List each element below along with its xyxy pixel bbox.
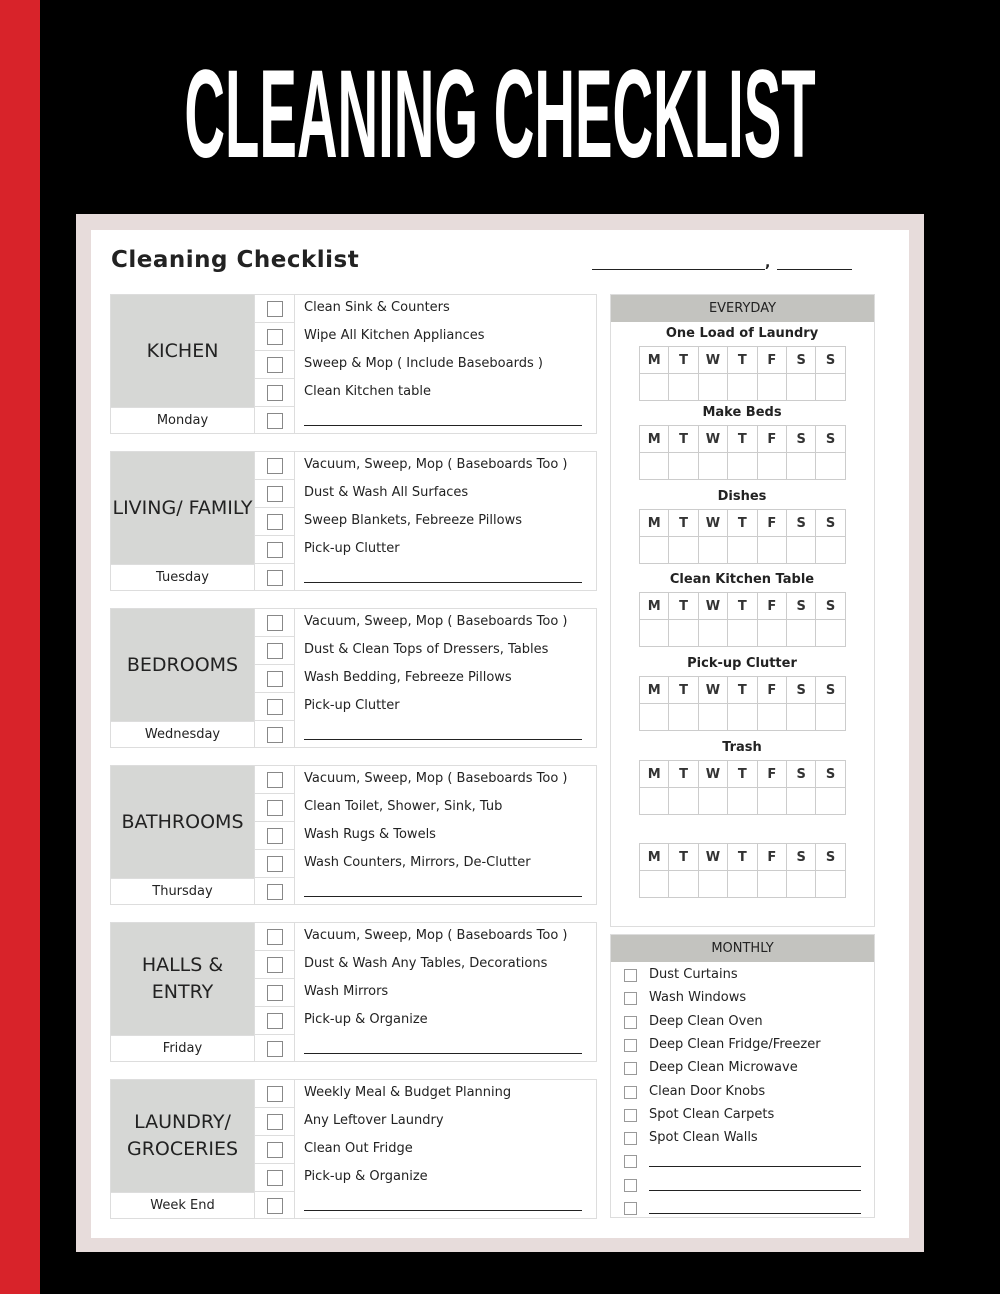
page-title: Cleaning Checklist (111, 247, 360, 273)
monthly-task: Deep Clean Microwave (649, 1060, 798, 1076)
row-divider (255, 1191, 294, 1192)
task-item: Weekly Meal & Budget Planning (304, 1085, 512, 1100)
date-line-2[interactable] (777, 269, 852, 270)
weekday-label: T (728, 510, 757, 537)
section-label: HALLS & ENTRY (111, 923, 254, 1035)
weekday-label: W (698, 347, 727, 374)
section-day: Monday (111, 407, 254, 433)
monthly-checkbox[interactable] (624, 1039, 637, 1052)
task-checkbox[interactable] (267, 671, 283, 687)
row-divider (255, 378, 294, 379)
task-checkbox[interactable] (267, 542, 283, 558)
weekday-tracker-grid (639, 843, 846, 898)
section-5 (110, 1079, 597, 1219)
weekday-label: W (698, 593, 727, 620)
weekday-checkbox[interactable] (698, 704, 727, 731)
everyday-box (610, 294, 875, 927)
section-label: KICHEN (111, 295, 254, 407)
monthly-box (610, 934, 875, 1218)
monthly-checkbox[interactable] (624, 1179, 637, 1192)
weekday-tracker-grid (639, 676, 846, 731)
monthly-checkbox[interactable] (624, 992, 637, 1005)
task-checkbox[interactable] (267, 486, 283, 502)
blank-task-line[interactable] (304, 1053, 582, 1054)
task-checkbox[interactable] (267, 957, 283, 973)
section-day: Friday (111, 1035, 254, 1061)
monthly-checkbox[interactable] (624, 1109, 637, 1122)
monthly-task: Wash Windows (649, 990, 747, 1006)
monthly-task: Spot Clean Carpets (649, 1106, 775, 1122)
row-divider (255, 406, 294, 407)
row-divider (255, 692, 294, 693)
section-label: BATHROOMS (111, 766, 254, 878)
weekday-checkbox[interactable] (640, 788, 669, 815)
task-checkbox[interactable] (267, 800, 283, 816)
weekday-checkbox[interactable] (698, 788, 727, 815)
weekday-label: T (728, 347, 757, 374)
weekday-label: T (669, 761, 698, 788)
weekday-checkbox[interactable] (757, 871, 786, 898)
row-divider (255, 322, 294, 323)
weekday-label: M (640, 510, 669, 537)
task-item: Dust & Clean Tops of Dressers, Tables (304, 642, 549, 657)
blank-task-line[interactable] (649, 1213, 861, 1214)
weekday-label: M (640, 677, 669, 704)
row-divider (255, 664, 294, 665)
weekday-tracker-grid (639, 592, 846, 647)
weekday-checkbox[interactable] (669, 537, 698, 564)
weekday-checkbox[interactable] (728, 620, 757, 647)
weekday-label: S (816, 761, 845, 788)
weekday-checkbox[interactable] (816, 374, 845, 401)
row-divider (255, 1034, 294, 1035)
everyday-header: EVERYDAY (611, 295, 874, 322)
row-divider (255, 1163, 294, 1164)
task-checkbox[interactable] (267, 1013, 283, 1029)
task-item: Vacuum, Sweep, Mop ( Baseboards Too ) (304, 457, 568, 472)
weekday-checkbox[interactable] (816, 453, 845, 480)
weekday-label: M (640, 761, 669, 788)
monthly-task: Clean Door Knobs (649, 1083, 766, 1099)
checkbox-column (254, 452, 295, 590)
row-divider (255, 479, 294, 480)
row-divider (255, 1107, 294, 1108)
weekday-checkbox[interactable] (816, 704, 845, 731)
row-divider (255, 978, 294, 979)
task-item: Wash Rugs & Towels (304, 827, 436, 842)
task-checkbox[interactable] (267, 385, 283, 401)
weekday-label: T (728, 426, 757, 453)
weekday-checkbox[interactable] (728, 871, 757, 898)
blank-task-line[interactable] (304, 896, 582, 897)
weekday-label: T (669, 844, 698, 871)
weekday-checkbox[interactable] (786, 788, 815, 815)
row-divider (255, 350, 294, 351)
weekday-label: S (816, 844, 845, 871)
monthly-checkbox[interactable] (624, 1062, 637, 1075)
task-checkbox[interactable] (267, 929, 283, 945)
task-checkbox[interactable] (267, 828, 283, 844)
section-day: Wednesday (111, 721, 254, 747)
weekday-checkbox[interactable] (669, 704, 698, 731)
section-day: Week End (111, 1192, 254, 1218)
weekday-label: S (816, 510, 845, 537)
task-checkbox[interactable] (267, 1086, 283, 1102)
checkbox-column (254, 766, 295, 904)
weekday-checkbox[interactable] (757, 788, 786, 815)
weekday-label: S (816, 593, 845, 620)
weekday-checkbox[interactable] (786, 704, 815, 731)
weekday-checkbox[interactable] (640, 704, 669, 731)
weekday-checkbox[interactable] (816, 871, 845, 898)
row-divider (255, 1006, 294, 1007)
weekday-label: M (640, 426, 669, 453)
weekday-checkbox[interactable] (728, 453, 757, 480)
weekday-checkbox[interactable] (816, 537, 845, 564)
task-item: Wash Mirrors (304, 984, 389, 999)
task-checkbox[interactable] (267, 301, 283, 317)
task-checkbox[interactable] (267, 884, 283, 900)
task-item: Pick-up & Organize (304, 1169, 428, 1184)
weekday-tracker-grid (639, 509, 846, 564)
weekday-label: T (669, 347, 698, 374)
monthly-task: Dust Curtains (649, 967, 738, 982)
task-item: Pick-up Clutter (304, 698, 400, 713)
monthly-task: Deep Clean Oven (649, 1013, 763, 1029)
weekday-checkbox[interactable] (786, 374, 815, 401)
weekday-checkbox[interactable] (816, 788, 845, 815)
weekday-checkbox[interactable] (640, 374, 669, 401)
weekday-label: W (698, 761, 727, 788)
weekday-label: M (640, 593, 669, 620)
task-item: Clean Kitchen table (304, 384, 431, 399)
weekday-checkbox[interactable] (816, 620, 845, 647)
task-checkbox[interactable] (267, 699, 283, 715)
weekday-checkbox[interactable] (728, 788, 757, 815)
monthly-checkbox[interactable] (624, 1155, 637, 1168)
row-divider (255, 507, 294, 508)
weekday-label: T (728, 677, 757, 704)
weekday-label: T (669, 510, 698, 537)
task-checkbox[interactable] (267, 727, 283, 743)
blank-task-line[interactable] (649, 1190, 861, 1191)
everyday-task-title: Dishes (717, 489, 767, 504)
task-checkbox[interactable] (267, 357, 283, 373)
weekday-checkbox[interactable] (640, 620, 669, 647)
weekday-checkbox[interactable] (786, 537, 815, 564)
task-checkbox[interactable] (267, 514, 283, 530)
checkbox-column (254, 295, 295, 433)
weekday-checkbox[interactable] (757, 374, 786, 401)
weekday-label: F (757, 844, 786, 871)
row-divider (255, 793, 294, 794)
task-item: Pick-up & Organize (304, 1012, 428, 1027)
weekday-checkbox[interactable] (728, 704, 757, 731)
weekday-tracker-grid (639, 425, 846, 480)
weekday-label: T (728, 844, 757, 871)
monthly-checkbox[interactable] (624, 1132, 637, 1145)
weekday-checkbox[interactable] (786, 871, 815, 898)
weekday-label: T (669, 593, 698, 620)
task-item: Any Leftover Laundry (304, 1113, 444, 1128)
monthly-task: Spot Clean Walls (649, 1130, 758, 1146)
task-item: Dust & Wash Any Tables, Decorations (304, 956, 548, 971)
weekday-tracker-grid (639, 760, 846, 815)
task-item: Sweep Blankets, Febreeze Pillows (304, 513, 522, 528)
task-checkbox[interactable] (267, 615, 283, 631)
section-2 (110, 608, 597, 748)
blank-task-line[interactable] (304, 1210, 582, 1211)
task-item: Vacuum, Sweep, Mop ( Baseboards Too ) (304, 614, 568, 629)
row-divider (255, 821, 294, 822)
weekday-checkbox[interactable] (698, 871, 727, 898)
everyday-task-title: Trash (722, 740, 762, 755)
weekday-label: S (786, 844, 815, 871)
task-checkbox[interactable] (267, 1170, 283, 1186)
weekday-checkbox[interactable] (698, 537, 727, 564)
task-checkbox[interactable] (267, 413, 283, 429)
checkbox-column (254, 609, 295, 747)
date-separator: , (765, 255, 771, 271)
weekday-label: S (786, 761, 815, 788)
row-divider (255, 535, 294, 536)
weekday-checkbox[interactable] (786, 620, 815, 647)
task-item: Sweep & Mop ( Include Baseboards ) (304, 356, 543, 371)
section-day: Tuesday (111, 564, 254, 590)
weekday-label: W (698, 677, 727, 704)
weekday-checkbox[interactable] (786, 453, 815, 480)
task-item: Wash Counters, Mirrors, De-Clutter (304, 855, 531, 870)
weekday-checkbox[interactable] (757, 704, 786, 731)
task-checkbox[interactable] (267, 1114, 283, 1130)
weekday-checkbox[interactable] (757, 620, 786, 647)
weekday-checkbox[interactable] (669, 788, 698, 815)
monthly-checkbox[interactable] (624, 1086, 637, 1099)
weekday-checkbox[interactable] (640, 537, 669, 564)
section-label: LIVING/ FAMILY (111, 452, 254, 564)
weekday-checkbox[interactable] (640, 871, 669, 898)
monthly-checkbox[interactable] (624, 1202, 637, 1215)
weekday-label: S (816, 347, 845, 374)
weekday-tracker-grid (639, 346, 846, 401)
row-divider (255, 720, 294, 721)
weekday-checkbox[interactable] (698, 620, 727, 647)
task-checkbox[interactable] (267, 1041, 283, 1057)
blank-task-line[interactable] (649, 1166, 861, 1167)
section-3 (110, 765, 597, 905)
task-checkbox[interactable] (267, 329, 283, 345)
weekday-label: S (786, 677, 815, 704)
row-divider (255, 636, 294, 637)
checkbox-column (254, 923, 295, 1061)
cover-title: CLEANING CHECKLIST (184, 45, 816, 184)
weekday-checkbox[interactable] (669, 374, 698, 401)
task-checkbox[interactable] (267, 772, 283, 788)
task-checkbox[interactable] (267, 856, 283, 872)
task-item: Pick-up Clutter (304, 541, 400, 556)
section-label: BEDROOMS (111, 609, 254, 721)
weekday-checkbox[interactable] (640, 453, 669, 480)
blank-task-line[interactable] (304, 425, 582, 426)
weekday-label: W (698, 426, 727, 453)
row-divider (255, 877, 294, 878)
row-divider (255, 950, 294, 951)
weekday-checkbox[interactable] (757, 537, 786, 564)
task-checkbox[interactable] (267, 1198, 283, 1214)
weekday-checkbox[interactable] (698, 453, 727, 480)
monthly-header: MONTHLY (611, 935, 874, 962)
weekday-label: F (757, 593, 786, 620)
weekday-label: W (698, 510, 727, 537)
weekday-checkbox[interactable] (669, 871, 698, 898)
everyday-task-title: One Load of Laundry (665, 326, 819, 341)
task-checkbox[interactable] (267, 570, 283, 586)
row-divider (255, 563, 294, 564)
section-0 (110, 294, 597, 434)
weekday-label: T (669, 677, 698, 704)
weekday-label: F (757, 347, 786, 374)
weekday-label: T (728, 593, 757, 620)
task-item: Wash Bedding, Febreeze Pillows (304, 670, 512, 685)
task-checkbox[interactable] (267, 1142, 283, 1158)
weekday-checkbox[interactable] (728, 537, 757, 564)
weekday-label: S (816, 426, 845, 453)
date-line-1[interactable] (592, 269, 765, 270)
checkbox-column (254, 1080, 295, 1218)
task-checkbox[interactable] (267, 458, 283, 474)
everyday-task-title: Make Beds (702, 405, 782, 420)
section-4 (110, 922, 597, 1062)
weekday-label: F (757, 677, 786, 704)
weekday-label: F (757, 426, 786, 453)
weekday-checkbox[interactable] (728, 374, 757, 401)
blank-task-line[interactable] (304, 582, 582, 583)
task-item: Vacuum, Sweep, Mop ( Baseboards Too ) (304, 928, 568, 943)
weekday-label: M (640, 347, 669, 374)
weekday-checkbox[interactable] (698, 374, 727, 401)
task-item: Clean Out Fridge (304, 1141, 413, 1156)
weekday-checkbox[interactable] (669, 620, 698, 647)
weekday-checkbox[interactable] (757, 453, 786, 480)
monthly-checkbox[interactable] (624, 1016, 637, 1029)
blank-task-line[interactable] (304, 739, 582, 740)
weekday-label: S (786, 347, 815, 374)
section-label: LAUNDRY/ GROCERIES (111, 1080, 254, 1192)
row-divider (255, 1135, 294, 1136)
task-item: Clean Sink & Counters (304, 300, 450, 315)
task-checkbox[interactable] (267, 985, 283, 1001)
row-divider (255, 849, 294, 850)
weekday-label: S (816, 677, 845, 704)
red-side-strip (0, 0, 40, 1294)
everyday-task-title: Pick-up Clutter (687, 656, 797, 671)
task-item: Vacuum, Sweep, Mop ( Baseboards Too ) (304, 771, 568, 786)
weekday-label: T (669, 426, 698, 453)
monthly-checkbox[interactable] (624, 969, 637, 982)
weekday-label: S (786, 510, 815, 537)
section-day: Thursday (111, 878, 254, 904)
weekday-label: S (786, 426, 815, 453)
section-1 (110, 451, 597, 591)
task-item: Dust & Wash All Surfaces (304, 485, 469, 500)
weekday-label: F (757, 510, 786, 537)
weekday-label: F (757, 761, 786, 788)
task-item: Wipe All Kitchen Appliances (304, 328, 485, 343)
task-checkbox[interactable] (267, 643, 283, 659)
weekday-label: T (728, 761, 757, 788)
monthly-task: Deep Clean Fridge/Freezer (649, 1036, 821, 1052)
weekday-label: M (640, 844, 669, 871)
weekday-label: W (698, 844, 727, 871)
task-item: Clean Toilet, Shower, Sink, Tub (304, 799, 503, 814)
everyday-task-title: Clean Kitchen Table (669, 572, 815, 587)
weekday-checkbox[interactable] (669, 453, 698, 480)
weekday-label: S (786, 593, 815, 620)
